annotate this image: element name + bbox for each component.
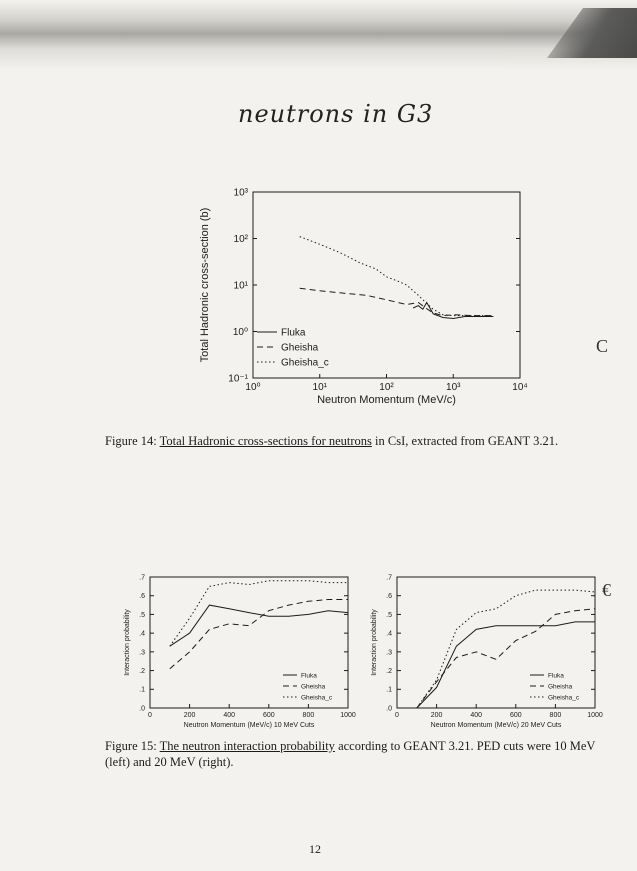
y-tick-label: .3 (386, 649, 392, 657)
handwritten-note: neutrons in G3 (238, 100, 434, 128)
x-tick-label: 0 (148, 712, 152, 719)
y-tick-label: .0 (386, 705, 392, 713)
x-tick-label: 10⁰ (245, 382, 261, 393)
y-tick-label: .5 (139, 611, 145, 619)
legend-entry: Fluka (301, 672, 317, 680)
y-axis-label: Interaction probability (124, 609, 131, 676)
x-tick-label: 400 (470, 712, 483, 719)
x-tick-label: 400 (223, 712, 236, 719)
x-tick-label: 1000 (587, 712, 603, 719)
y-tick-label: .6 (386, 593, 392, 601)
scan-artifact (0, 0, 637, 70)
x-tick-label: 1000 (340, 712, 356, 719)
figure-14-rest: in CsI, extracted from GEANT 3.21. (371, 434, 559, 448)
figure-14-label: Figure 14: (105, 434, 157, 448)
y-tick-label: .6 (139, 593, 145, 601)
legend-entry: Gheisha_c (548, 694, 580, 702)
page-number: 12 (309, 842, 321, 856)
x-axis-label: Neutron Momentum (MeV/c) (317, 394, 456, 406)
series-line-gheisha (170, 600, 348, 669)
y-tick-label: .3 (139, 649, 145, 657)
y-tick-label: .2 (139, 668, 145, 676)
figure-15-underlined: The neutron interaction probability (159, 739, 335, 753)
series-line-gheisha-c (170, 581, 348, 647)
legend-entry: Gheisha (548, 683, 573, 691)
figure-15-caption (105, 738, 605, 770)
y-tick-label: 10¹ (233, 280, 248, 292)
margin-mark-c: C (596, 336, 609, 356)
cross-section-chart (195, 180, 535, 420)
figure-14-underlined: Total Hadronic cross-sections for neutrons (159, 434, 372, 448)
legend-entry: Gheisha (281, 342, 319, 354)
legend-entry: Gheisha_c (301, 694, 333, 702)
series-line-gheisha-c (300, 237, 494, 316)
y-tick-label: .7 (386, 574, 392, 582)
y-tick-label: 10⁰ (232, 327, 248, 338)
y-tick-label: .4 (386, 630, 392, 638)
x-tick-label: 600 (262, 712, 275, 719)
x-tick-label: 200 (430, 712, 443, 719)
figure-14-caption (105, 433, 625, 449)
x-axis-label: Neutron Momentum (MeV/c) 20 MeV Cuts (430, 722, 562, 729)
interaction-probability-20mev-chart (365, 565, 607, 735)
y-axis-label: Total Hadronic cross-section (b) (199, 207, 211, 363)
legend-entry: Gheisha (301, 683, 326, 691)
x-tick-label: 10¹ (312, 382, 327, 393)
x-tick-label: 200 (183, 712, 196, 719)
series-line-fluka (413, 303, 493, 319)
figure-15-label: Figure 15: (105, 739, 160, 753)
legend-entry: Fluka (548, 672, 564, 680)
legend-entry: Fluka (281, 327, 306, 339)
x-tick-label: 10³ (446, 382, 461, 393)
x-tick-label: 800 (549, 712, 562, 719)
interaction-probability-10mev-chart (118, 565, 360, 735)
x-axis-label: Neutron Momentum (MeV/c) 10 MeV Cuts (183, 722, 315, 729)
y-tick-label: 10² (233, 234, 248, 245)
y-tick-label: .0 (139, 705, 145, 713)
series-line-gheisha-c (417, 590, 595, 708)
y-tick-label: 10³ (233, 187, 248, 199)
x-tick-label: 10² (379, 382, 394, 393)
figure-15-rest: according to GEANT 3.21. PED cuts were 10 MeV (left) and 20 MeV (right). (105, 739, 596, 769)
y-tick-label: .4 (139, 630, 145, 638)
series-line-gheisha (300, 288, 494, 315)
y-tick-label: .1 (139, 686, 145, 694)
x-tick-label: 600 (509, 712, 522, 719)
series-line-fluka (170, 605, 348, 646)
x-tick-label: 0 (395, 712, 399, 719)
y-tick-label: .2 (386, 668, 392, 676)
x-tick-label: 800 (302, 712, 315, 719)
y-tick-label: .5 (386, 611, 392, 619)
margin-mark-euro: € (602, 580, 611, 600)
x-tick-label: 10⁴ (512, 382, 528, 393)
y-tick-label: .7 (139, 574, 145, 582)
y-axis-label: Interaction probability (371, 609, 378, 676)
y-tick-label: 10⁻¹ (228, 373, 248, 385)
legend-entry: Gheisha_c (281, 357, 329, 369)
y-tick-label: .1 (386, 686, 392, 694)
